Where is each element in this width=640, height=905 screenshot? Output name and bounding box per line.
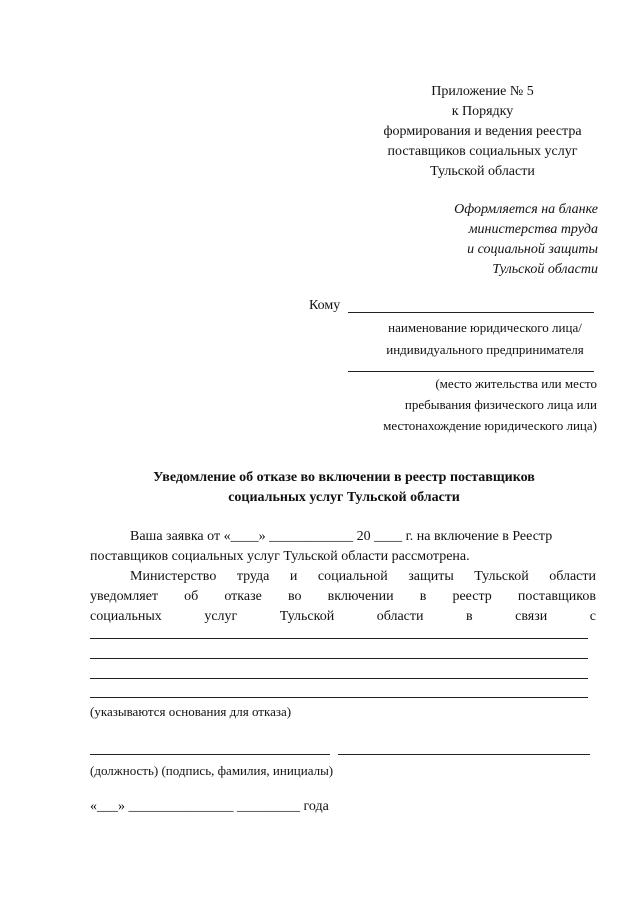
signature-hint: (должность) (подпись, фамилия, инициалы) [90, 763, 334, 778]
body-p1-line-2: поставщиков социальных услуг Тульской области рассмотрена. [90, 549, 470, 564]
recipient-hint-2b: пребывания физического лица или [404, 397, 597, 412]
appendix-line-2: к Порядку [451, 104, 514, 119]
body-p2-line-1: Министерство труда и социальной защиты Тульской области [130, 569, 596, 584]
date-line[interactable]: «___» _______________ _________ года [90, 799, 329, 814]
appendix-line-4: поставщиков социальных услуг [387, 144, 578, 159]
reasons-hint: (указываются основания для отказа) [90, 704, 292, 719]
body-p1-line-1: Ваша заявка от «____» ____________ 20 ____ г. на включение в Реестр [130, 529, 553, 544]
body-p2-line-2: уведомляет об отказе во включении в реестр поставщиков [90, 589, 596, 604]
appendix-header [360, 82, 605, 182]
reason-line-1[interactable] [90, 638, 588, 639]
appendix-line-1: Приложение № 5 [431, 84, 534, 99]
document-title-line-1: Уведомление об отказе во включении в реестр поставщиков [153, 470, 535, 485]
recipient-hint-1a: наименование юридического лица/ [388, 320, 582, 335]
recipient-hint-1 [370, 318, 600, 359]
reason-line-3[interactable] [90, 678, 588, 679]
signature-line[interactable] [338, 754, 590, 755]
recipient-name-line[interactable] [348, 312, 594, 313]
document-title [90, 468, 598, 508]
recipient-address-line[interactable] [348, 371, 594, 372]
reason-line-4[interactable] [90, 697, 588, 698]
blank-note-line-1: Оформляется на бланке [454, 202, 598, 217]
blank-note [380, 200, 598, 280]
position-line[interactable] [90, 754, 330, 755]
recipient-hint-2 [330, 374, 597, 435]
recipient-hint-2c: местонахождение юридического лица) [383, 418, 597, 433]
recipient-label: Кому [309, 298, 341, 313]
document-title-line-2: социальных услуг Тульской области [228, 490, 460, 505]
recipient-hint-2a: (место жительства или место [435, 376, 597, 391]
appendix-line-5: Тульской области [430, 164, 535, 179]
blank-note-line-2: министерства труда [468, 222, 598, 237]
blank-note-line-3: и социальной защиты [467, 242, 598, 257]
recipient-hint-1b: индивидуального предпринимателя [386, 342, 584, 357]
reason-line-2[interactable] [90, 658, 588, 659]
body-p2-line-3: социальных услуг Тульской области в связи с [90, 609, 596, 624]
appendix-line-3: формирования и ведения реестра [383, 124, 582, 139]
blank-note-line-4: Тульской области [492, 262, 598, 277]
